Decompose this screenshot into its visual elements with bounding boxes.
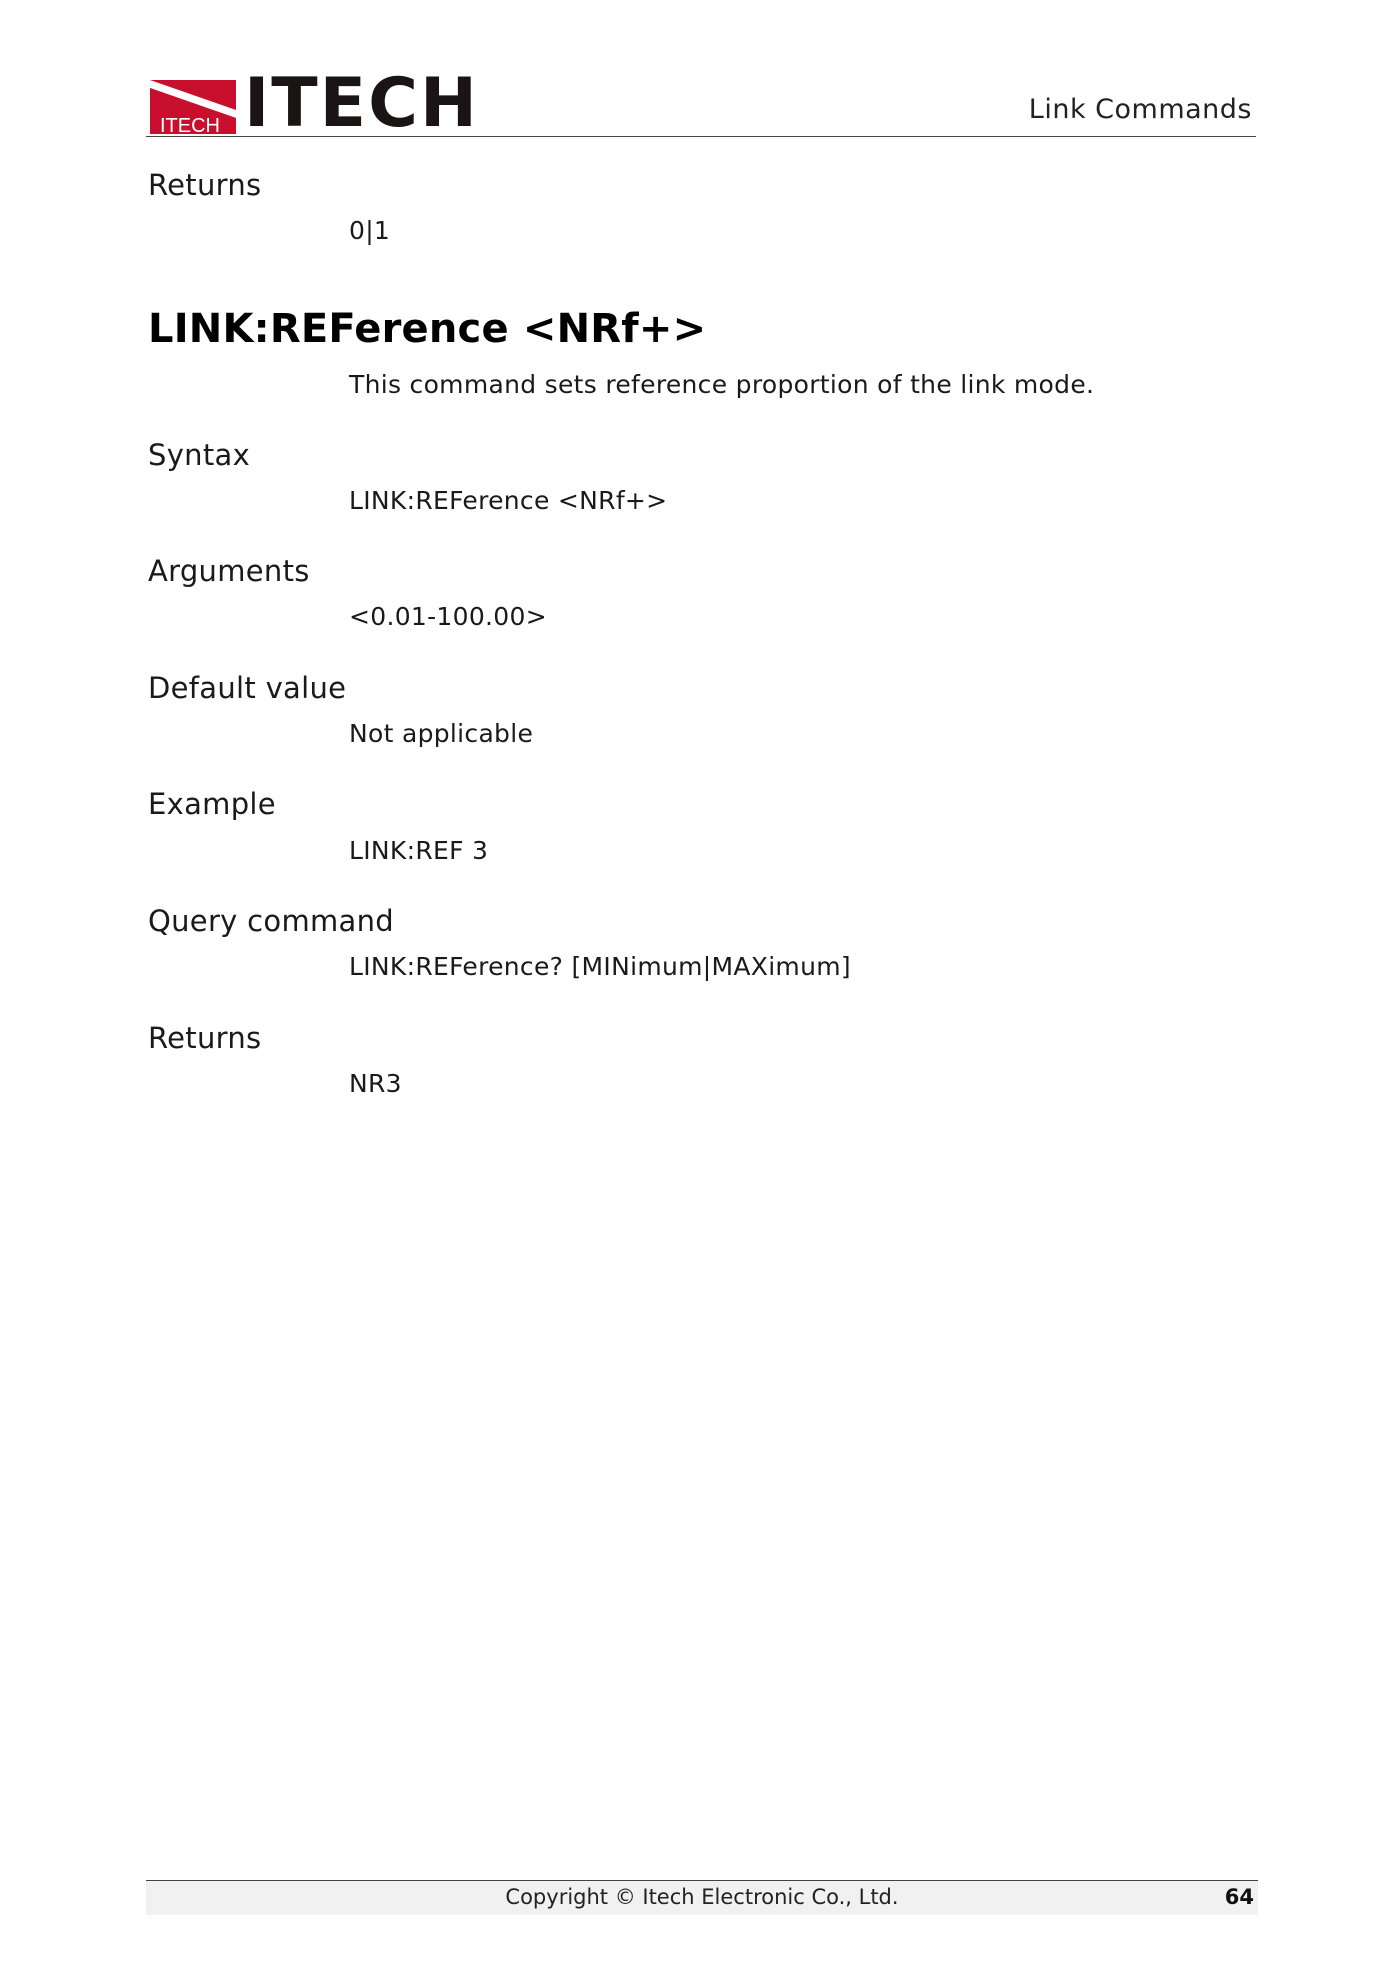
logo-mark-text: ITECH	[160, 115, 220, 134]
command-heading: LINK:REFerence <NRf+>	[148, 306, 707, 352]
returns-label-2: Returns	[148, 1021, 262, 1055]
arguments-value: <0.01-100.00>	[349, 602, 547, 631]
page-number: 64	[1224, 1885, 1254, 1909]
query-command-label: Query command	[148, 904, 394, 938]
header-section-title: Link Commands	[1028, 94, 1252, 125]
returns-value: 0|1	[349, 216, 391, 245]
page-header	[146, 64, 1256, 143]
itech-logo	[150, 64, 479, 143]
footer-copyright: Copyright © Itech Electronic Co., Ltd.	[505, 1885, 899, 1909]
default-value-label: Default value	[148, 671, 347, 705]
example-label: Example	[148, 787, 276, 821]
default-value-value: Not applicable	[349, 719, 534, 748]
example-value: LINK:REF 3	[349, 836, 489, 865]
arguments-label: Arguments	[148, 554, 310, 588]
syntax-label: Syntax	[148, 438, 251, 472]
logo-wordmark: ITECH	[244, 64, 479, 143]
command-description: This command sets reference proportion of the link mode.	[349, 370, 1095, 399]
returns-label: Returns	[148, 168, 262, 202]
page-footer	[146, 1880, 1258, 1915]
syntax-value: LINK:REFerence <NRf+>	[349, 486, 668, 515]
returns-value-2: NR3	[349, 1069, 402, 1098]
query-command-value: LINK:REFerence? [MINimum|MAXimum]	[349, 952, 851, 981]
itech-logo-mark	[150, 80, 236, 134]
